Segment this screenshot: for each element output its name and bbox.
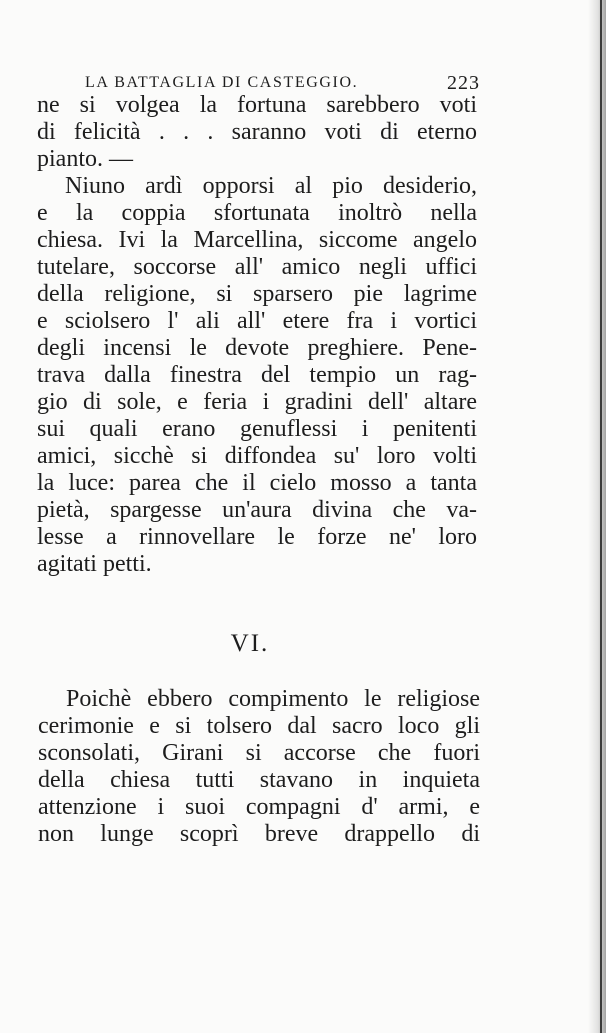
text-line: e sciolsero l' ali all' etere fra i vortici	[37, 308, 477, 334]
text-line: della religione, si sparsero pie lagrime	[37, 281, 477, 307]
running-head-title: LA BATTAGLIA DI CASTEGGIO.	[85, 74, 359, 91]
text-line: ne si volgea la fortuna sarebbero voti	[37, 92, 477, 118]
page-edge-line	[600, 0, 602, 1033]
text-line: pianto. —	[37, 146, 133, 172]
paragraph-continued	[37, 92, 477, 578]
text-line: non lunge scoprì breve drappello di	[38, 821, 480, 847]
page-edge-shadow	[588, 0, 606, 1033]
text-line: trava dalla finestra del tempio un rag-	[37, 362, 477, 388]
text-line: lesse a rinnovellare le forze ne' loro	[37, 524, 477, 550]
text-line: pietà, spargesse un'aura divina che va-	[37, 497, 477, 523]
text-line: amici, sicchè si diffondea su' loro volti	[37, 443, 477, 469]
text-line: e la coppia sfortunata inoltrò nella	[37, 200, 477, 226]
text-line: della chiesa tutti stavano in inquieta	[38, 767, 480, 793]
text-line: sconsolati, Girani si accorse che fuori	[38, 740, 480, 766]
text-line: tutelare, soccorse all' amico negli uffici	[37, 254, 477, 280]
text-line: sui quali erano genuflessi i penitenti	[37, 416, 477, 442]
text-line: attenzione i suoi compagni d' armi, e	[38, 794, 480, 820]
section-heading: VI.	[230, 630, 270, 657]
page-number: 223	[447, 72, 480, 94]
text-line: gio di sole, e feria i gradini dell' altare	[37, 389, 477, 415]
text-line: Poichè ebbero compimento le religiose	[66, 686, 480, 712]
text-line: la luce: parea che il cielo mosso a tanta	[37, 470, 477, 496]
text-line: degli incensi le devote preghiere. Pene-	[37, 335, 477, 361]
text-line: agitati petti.	[37, 551, 152, 577]
text-line: chiesa. Ivi la Marcellina, siccome angelo	[37, 227, 477, 253]
paragraph-new	[38, 686, 480, 848]
text-line: Niuno ardì opporsi al pio desiderio,	[65, 173, 477, 199]
text-line: cerimonie e si tolsero dal sacro loco gli	[38, 713, 480, 739]
text-line: di felicità . . . saranno voti di eterno	[37, 119, 477, 145]
